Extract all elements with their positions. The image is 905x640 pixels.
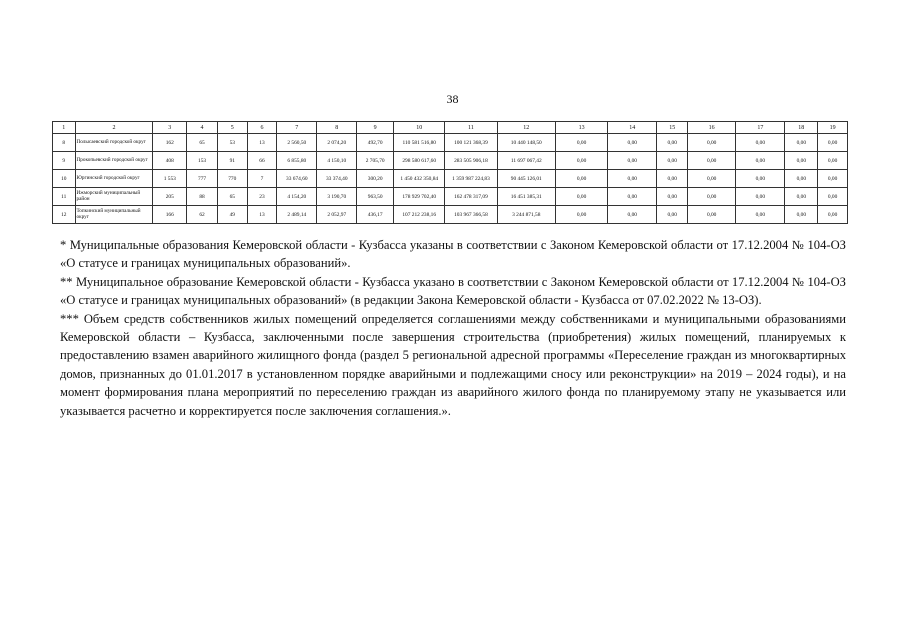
table-cell: 408 [153,152,187,170]
table-cell: 90 445 126,01 [497,170,555,188]
table-cell: 770 [217,170,247,188]
table-cell: 11 [53,188,76,206]
table-cell: 963,50 [357,188,394,206]
table-cell: 0,00 [736,134,785,152]
table-cell: 0,00 [785,134,818,152]
table-cell: 0,00 [736,170,785,188]
table-cell: 0,00 [818,188,848,206]
table-cell: 0,00 [657,152,688,170]
table-cell: 110 581 516,80 [394,134,445,152]
table-cell: 88 [187,188,218,206]
header-cell: 15 [657,122,688,134]
table-cell: 162 [153,134,187,152]
table-cell: 2 489,14 [277,206,317,224]
table-cell: 153 [187,152,218,170]
header-cell: 2 [75,122,153,134]
table-cell: 0,00 [657,206,688,224]
header-cell: 16 [688,122,736,134]
table-cell: 49 [217,206,247,224]
table-cell: 53 [217,134,247,152]
table-cell: 0,00 [736,206,785,224]
table-cell: 1 450 432 350,84 [394,170,445,188]
table-cell: 103 967 366,58 [445,206,497,224]
table-cell: 0,00 [555,152,607,170]
municipality-name-cell: Прокопьевский городской округ [75,152,153,170]
table-cell: 0,00 [818,206,848,224]
header-cell: 11 [445,122,497,134]
table-cell: 4 150,10 [317,152,357,170]
table-cell: 283 505 906,18 [445,152,497,170]
table-cell: 205 [153,188,187,206]
table-cell: 178 929 702,40 [394,188,445,206]
table-cell: 0,00 [608,188,657,206]
table-cell: 0,00 [555,206,607,224]
table-cell: 33 674,60 [277,170,317,188]
table-cell: 0,00 [785,152,818,170]
table-cell: 1 359 987 224,83 [445,170,497,188]
header-cell: 4 [187,122,218,134]
table-row [53,188,848,206]
table-cell: 16 451 385,31 [497,188,555,206]
table-cell: 0,00 [688,152,736,170]
table-cell: 91 [217,152,247,170]
table-cell: 7 [247,170,277,188]
header-cell: 6 [247,122,277,134]
header-cell: 19 [818,122,848,134]
table-cell: 0,00 [785,188,818,206]
table-cell: 66 [247,152,277,170]
table-cell: 10 [53,170,76,188]
table-cell: 0,00 [688,134,736,152]
header-cell: 3 [153,122,187,134]
table-cell: 107 212 238,16 [394,206,445,224]
table-cell: 0,00 [555,170,607,188]
table-cell: 62 [187,206,218,224]
table-cell: 0,00 [785,206,818,224]
footnote-2: ** Муниципальное образование Кемеровской области - Кузбасса указано в соответствии с Законом Кемеровской области от 17.12.2004 № 104-ОЗ «О статусе и границах муниципальных образований» (в редакции Закона Кемеровской области - Кузбасса от 07.02.2022 № 13-ОЗ). [60,274,846,308]
header-cell: 7 [277,122,317,134]
table-cell: 298 580 617,60 [394,152,445,170]
table-cell: 0,00 [736,152,785,170]
header-cell: 18 [785,122,818,134]
table-cell: 0,00 [657,134,688,152]
table-header-row [53,122,848,134]
table-cell: 2 705,70 [357,152,394,170]
table-cell: 0,00 [555,134,607,152]
table-cell: 162 478 317,09 [445,188,497,206]
table-cell: 2 560,50 [277,134,317,152]
table-row [53,170,848,188]
table-cell: 0,00 [608,134,657,152]
header-cell: 13 [555,122,607,134]
table-cell: 4 154,20 [277,188,317,206]
header-cell: 14 [608,122,657,134]
municipality-name-cell: Ижморский муниципальный район [75,188,153,206]
table-cell: 6 855,80 [277,152,317,170]
page-number: 38 [446,92,459,106]
table-cell: 0,00 [688,188,736,206]
table-cell: 0,00 [608,152,657,170]
header-cell: 5 [217,122,247,134]
table-cell: 65 [217,188,247,206]
table-cell: 100 121 368,39 [445,134,497,152]
table-cell: 0,00 [818,152,848,170]
table-cell: 12 [53,206,76,224]
table-cell: 0,00 [657,188,688,206]
table-cell: 8 [53,134,76,152]
header-cell: 12 [497,122,555,134]
table-row [53,206,848,224]
footnote-3: *** Объем средств собственников жилых помещений определяется соглашениями между собственниками и муниципальными образованиями Кемеровской области – Кузбасса, заключенными после завершения строительства (приобретения) жилых помещений, планируемых к предоставлению взамен аварийного жилищного фонда (раздел 5 региональной адресной программы «Переселение граждан из многоквартирных домов, признанных до 01.01.2017 в установленном порядке аварийными и подлежащими сносу или реконструкции» на 2019 – 2024 годы), и на момент формирования плана мероприятий по переселению граждан из аварийного жилого фонда по планируемому этапу не указывается или указывается расчетно и корректируется после заключения соглашения.». [60,311,846,418]
table-row [53,134,848,152]
table-cell: 0,00 [818,134,848,152]
header-cell: 1 [53,122,76,134]
municipality-name-cell: Полысаевский городской округ [75,134,153,152]
table-cell: 0,00 [688,170,736,188]
table-cell: 23 [247,188,277,206]
footnotes [60,236,846,420]
table-cell: 0,00 [608,206,657,224]
header-cell: 17 [736,122,785,134]
table-cell: 65 [187,134,218,152]
table-cell: 10 440 148,50 [497,134,555,152]
table-cell: 0,00 [608,170,657,188]
header-cell: 9 [357,122,394,134]
table-cell: 1 553 [153,170,187,188]
table-cell: 0,00 [555,188,607,206]
table-cell: 0,00 [736,188,785,206]
table-cell: 492,70 [357,134,394,152]
table-cell: 11 697 067,42 [497,152,555,170]
table-cell: 13 [247,134,277,152]
table-cell: 0,00 [688,206,736,224]
footnote-1: * Муниципальные образования Кемеровской области - Кузбасса указаны в соответствии с Законом Кемеровской области от 17.12.2004 № 104-ОЗ «О статусе и границах муниципальных образований». [60,238,846,271]
table-cell: 777 [187,170,218,188]
header-cell: 10 [394,122,445,134]
table-cell: 166 [153,206,187,224]
table-cell: 13 [247,206,277,224]
table-cell: 436,17 [357,206,394,224]
table-cell: 9 [53,152,76,170]
table-cell: 3 190,70 [317,188,357,206]
data-table [52,121,848,224]
table-cell: 2 074,20 [317,134,357,152]
table-cell: 33 374,40 [317,170,357,188]
table-cell: 0,00 [785,170,818,188]
table-cell: 0,00 [818,170,848,188]
table-cell: 2 052,97 [317,206,357,224]
table-cell: 0,00 [657,170,688,188]
municipality-name-cell: Юргинский городской округ [75,170,153,188]
header-cell: 8 [317,122,357,134]
municipality-name-cell: Топкинский муниципальный округ [75,206,153,224]
table-cell: 3 244 871,58 [497,206,555,224]
table-cell: 300,20 [357,170,394,188]
table-row [53,152,848,170]
